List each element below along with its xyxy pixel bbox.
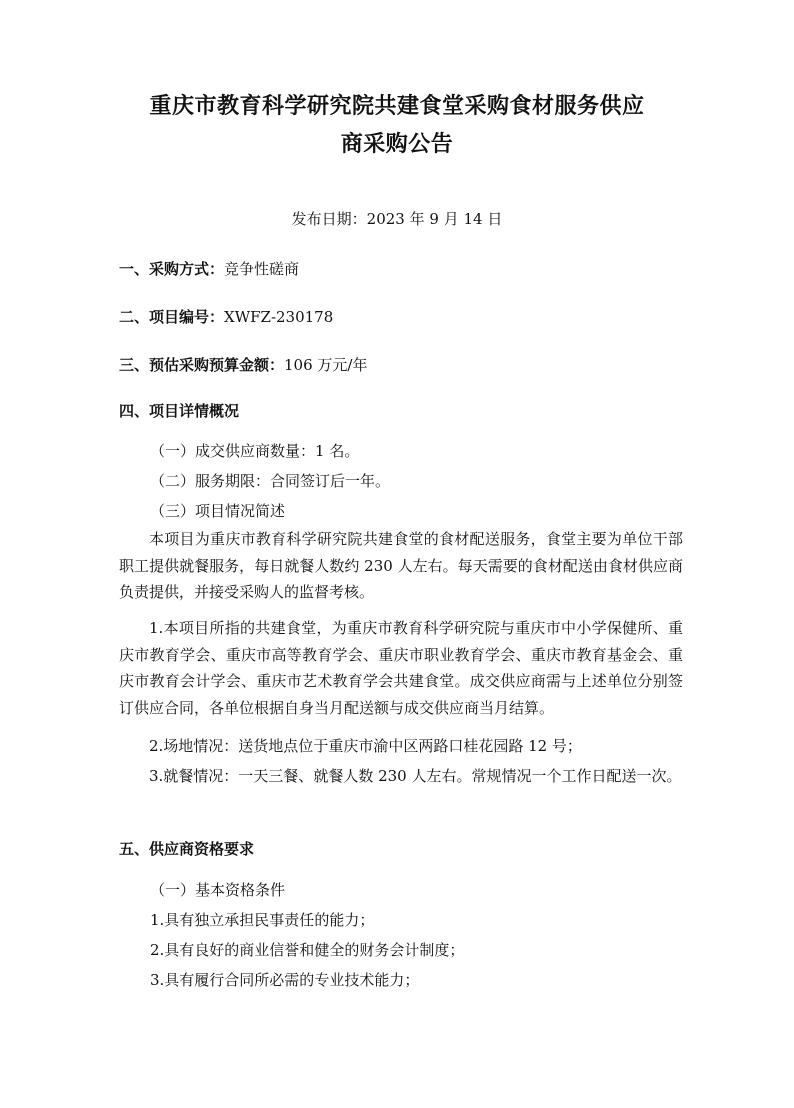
section-label: 三、预估采购预算金额： bbox=[119, 356, 285, 374]
section-supplier-qualifications bbox=[119, 838, 254, 859]
detail-service-period: （二）服务期限：合同签订后一年。 bbox=[150, 472, 391, 490]
overview-paragraph: 本项目为重庆市教育科学研究院共建食堂的食材配送服务，食堂主要为单位干部职工提供就餐服务，每日就餐人数约 230 人左右。每天需要的食材配送由食材供应商负责提供，并接受采购人的监督考核。 bbox=[119, 530, 683, 601]
section-procurement-method bbox=[119, 258, 299, 279]
canteen-paragraph: 1.本项目所指的共建食堂，为重庆市教育科学研究院与重庆市中小学保健所、重庆市教育学会、重庆市高等教育学会、重庆市职业教育学会、重庆市教育基金会、重庆市教育会计学会、重庆市艺术教育学会共建食堂。成交供应商需与上述单位分别签订供应合同，各单位根据自身当月配送额与成交供应商当月结算。 bbox=[119, 619, 683, 717]
section-project-details bbox=[119, 400, 239, 421]
site-paragraph: 2.场地情况：送货地点位于重庆市渝中区两路口桂花园路 12 号； bbox=[149, 737, 582, 755]
detail-supplier-count: （一）成交供应商数量：1 名。 bbox=[150, 442, 360, 460]
document-title-line-1: 重庆市教育科学研究院共建食堂采购食材服务供应 bbox=[149, 94, 645, 119]
dining-paragraph: 3.就餐情况：一天三餐、就餐人数 230 人左右。常规情况一个工作日配送一次。 bbox=[149, 767, 682, 785]
detail-overview-heading: （三）项目情况简述 bbox=[150, 502, 286, 520]
section-value: XWFZ-230178 bbox=[224, 308, 334, 326]
section-value: 106 万元/年 bbox=[284, 356, 368, 374]
qualification-item-2: 2.具有良好的商业信誉和健全的财务会计制度； bbox=[150, 941, 465, 959]
section-budget bbox=[119, 354, 367, 375]
qualification-basic-heading: （一）基本资格条件 bbox=[150, 881, 286, 899]
section-label: 四、项目详情概况 bbox=[119, 402, 240, 420]
qualification-item-3: 3.具有履行合同所必需的专业技术能力； bbox=[150, 971, 420, 989]
section-label: 一、采购方式： bbox=[119, 260, 225, 278]
section-value: 竞争性磋商 bbox=[224, 260, 300, 278]
section-label: 五、供应商资格要求 bbox=[119, 840, 255, 858]
section-label: 二、项目编号： bbox=[119, 308, 225, 326]
section-project-number bbox=[119, 306, 333, 327]
qualification-item-1: 1.具有独立承担民事责任的能力； bbox=[150, 911, 375, 929]
document-title-line-2: 商采购公告 bbox=[340, 132, 454, 157]
publish-date: 发布日期：2023 年 9 月 14 日 bbox=[291, 210, 503, 228]
